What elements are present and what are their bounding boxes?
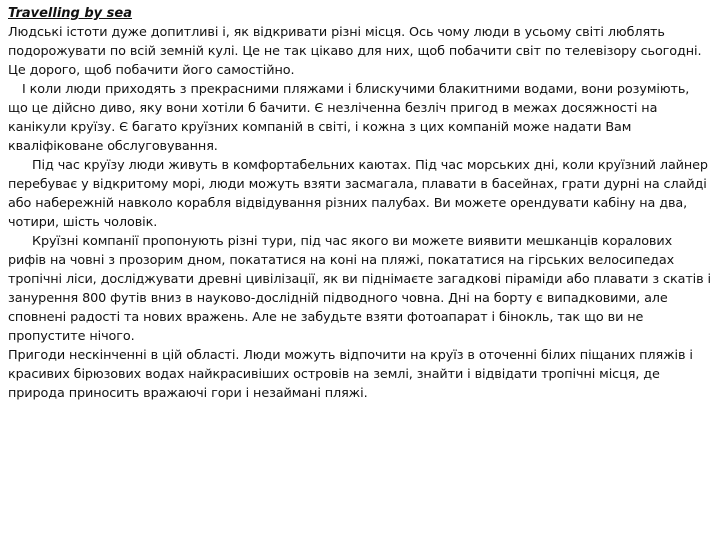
paragraph-adventures: Пригоди нескінченні в цій області. Люди можуть відпочити на круїз в оточенні білих піщаних пляжів і красивих бірюзових водах найкрасивіших островів на землі, знайти і відвідати тропічні місця, де природа приносить вражаючі гори і незаймані пляжі. xyxy=(8,348,693,401)
paragraph-tours: Круїзні компанії пропонують різні тури, під час якого ви можете виявити мешканців коралових рифів на човні з прозорим дном, покататися на коні на пляжі, покататися на гірських велосипедах тропічні ліси, досліджувати древні цивілізації, як ви піднімаєте загадкові піраміди або плавати з скатів і занурення 800 футів вниз в науково-дослідній підводного човна. Дні на борту є випадковими, але сповнені радості та нових вражень. Але не забудьте взяти фотоапарат і бінокль, так що ви не пропустите нічого. xyxy=(8,234,711,344)
document-title: Travelling by sea xyxy=(8,6,133,21)
paragraph-cabins: Під час круїзу люди живуть в комфортабельних каютах. Під час морських дні, коли круїзний лайнер перебуває у відкритому морі, люди можуть взяти засмагала, плавати в басейнах, грати дурні на слайді або набережній навколо корабля відвідування різних палубах. Ви можете орендувати кабіну на два, чотири, шість чоловік. xyxy=(8,158,708,230)
paragraph-intro: Людські істоти дуже допитливі і, як відкривати різні місця. Ось чому люди в усьому світі люблять подорожувати по всій земній кулі. Це не так цікаво для них, щоб побачити світ по телевізору сьогодні. Це дорого, щоб побачити його самостійно. xyxy=(8,25,702,78)
paragraph-beaches: І коли люди приходять з прекрасними пляжами і блискучими блакитними водами, вони розуміють, що це дійсно диво, яку вони хотіли б бачити. Є незліченна безліч пригод в межах досяжності на канікули круїзу. Є багато круїзних компаній в світі, і кожна з цих компаній може надати Вам кваліфіковане обслуговування. xyxy=(8,82,690,154)
